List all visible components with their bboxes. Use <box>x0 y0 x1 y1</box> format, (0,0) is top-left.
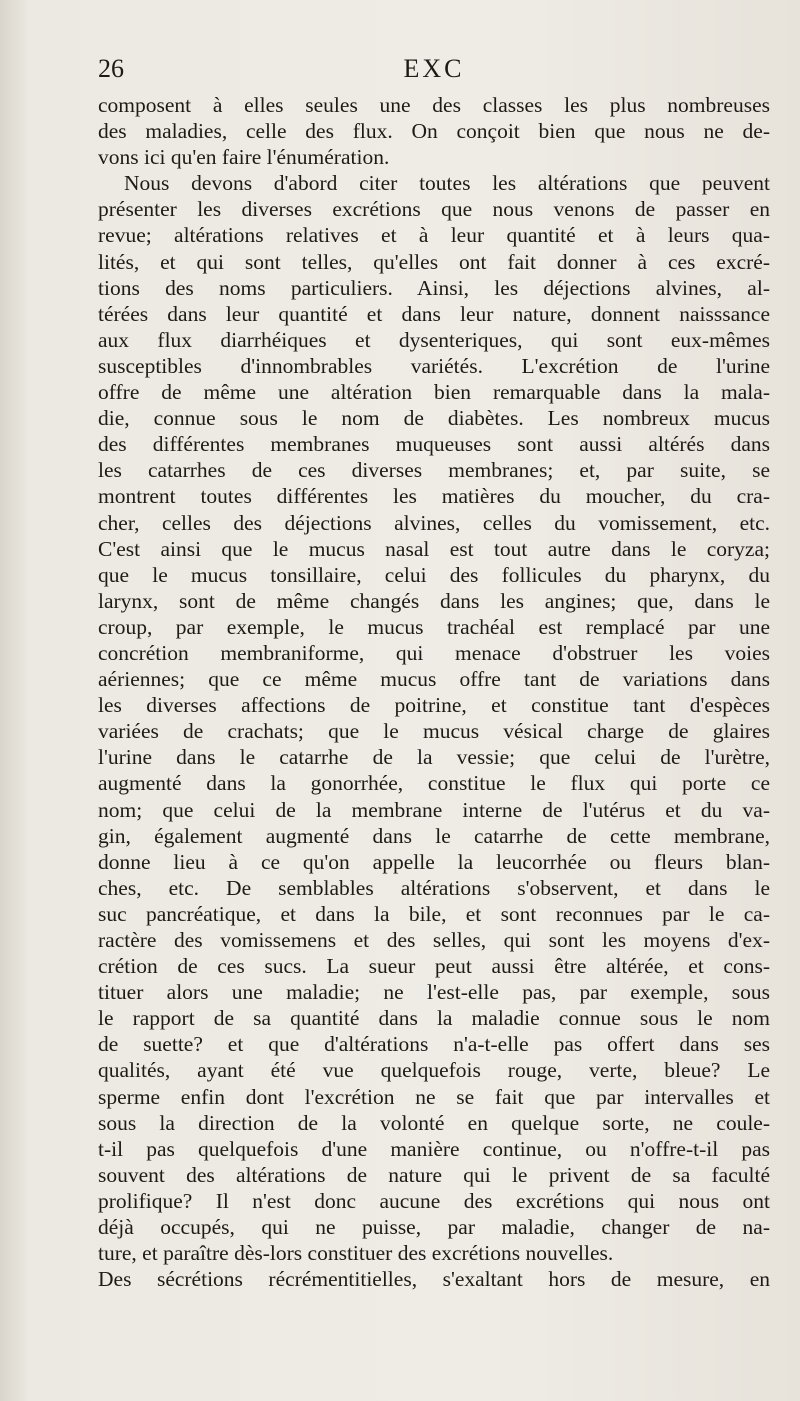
text-line: montrent toutes différentes les matières du moucher, du cra- <box>98 484 770 509</box>
text-line: larynx, sont de même changés dans les angines; que, dans le <box>98 588 770 613</box>
text-line: donne lieu à ce qu'on appelle la leucorrhée ou fleurs blan- <box>98 849 770 874</box>
text-line: déjà occupés, qui ne puisse, par maladie, changer de na- <box>98 1215 770 1240</box>
text-line: croup, par exemple, le mucus trachéal est remplacé par une <box>98 614 770 639</box>
text-line: que le mucus tonsillaire, celui des follicules du pharynx, du <box>98 562 770 587</box>
text-line: cher, celles des déjections alvines, celles du vomissement, etc. <box>98 510 770 535</box>
text-line: ture, et paraître dès-lors constituer des excrétions nouvelles. <box>98 1241 614 1266</box>
text-line: le rapport de sa quantité dans la maladie connue sous le nom <box>98 1006 770 1031</box>
text-line: l'urine dans le catarrhe de la vessie; que celui de l'urètre, <box>98 745 770 770</box>
text-line: lités, et qui sont telles, qu'elles ont fait donner à ces excré- <box>98 249 770 274</box>
text-line: augmenté dans la gonorrhée, constitue le flux qui porte ce <box>98 771 770 796</box>
text-line: sous la direction de la volonté en quelque sorte, ne coule- <box>98 1110 770 1135</box>
page-number: 26 <box>98 54 124 83</box>
text-line: die, connue sous le nom de diabètes. Les nombreux mucus <box>98 406 770 431</box>
body-text <box>98 92 770 1292</box>
text-line: tions des noms particuliers. Ainsi, les déjections alvines, al- <box>98 275 770 300</box>
text-line: des différentes membranes muqueuses sont aussi altérés dans <box>98 432 770 457</box>
text-line: sperme enfin dont l'excrétion ne se fait que par intervalles et <box>98 1084 770 1109</box>
text-line: gin, également augmenté dans le catarrhe de cette membrane, <box>98 823 770 848</box>
running-head: EXC <box>403 54 465 83</box>
text-line: variées de crachats; que le mucus vésical charge de glaires <box>98 719 770 744</box>
text-line: souvent des altérations de nature qui le privent de sa faculté <box>98 1162 770 1187</box>
text-line: tituer alors une maladie; ne l'est-elle pas, par exemple, sous <box>98 980 770 1005</box>
text-line: térées dans leur quantité et dans leur nature, donnent naisssance <box>98 301 770 326</box>
text-line: revue; altérations relatives et à leur quantité et à leurs qua- <box>98 223 770 248</box>
text-line: nom; que celui de la membrane interne de l'utérus et du va- <box>98 797 770 822</box>
page-header <box>98 54 770 94</box>
text-line: susceptibles d'innombrables variétés. L'excrétion de l'urine <box>98 353 770 378</box>
text-line: composent à elles seules une des classes les plus nombreuses <box>98 93 770 117</box>
text-line: aux flux diarrhéiques et dysenteriques, qui sont eux-mêmes <box>98 327 770 352</box>
text-line: vons ici qu'en faire l'énumération. <box>98 145 390 170</box>
text-line: aériennes; que ce même mucus offre tant de variations dans <box>98 667 770 692</box>
text-line: t-il pas quelquefois d'une manière continue, ou n'offre-t-il pas <box>98 1136 770 1161</box>
text-line: crétion de ces sucs. La sueur peut aussi être altérée, et cons- <box>98 954 770 979</box>
text-line: présenter les diverses excrétions que nous venons de passer en <box>98 197 770 222</box>
text-line: offre de même une altération bien remarquable dans la mala- <box>98 380 770 405</box>
text-line: ractère des vomissemens et des selles, qui sont les moyens d'ex- <box>98 928 770 952</box>
text-line: suc pancréatique, et dans la bile, et sont reconnues par le ca- <box>98 901 770 926</box>
text-line: concrétion membraniforme, qui menace d'obstruer les voies <box>98 640 770 665</box>
text-line: de suette? et que d'altérations n'a-t-elle pas offert dans ses <box>98 1032 770 1057</box>
text-line: C'est ainsi que le mucus nasal est tout autre dans le coryza; <box>98 536 770 561</box>
text-line: les diverses affections de poitrine, et constitue tant d'espèces <box>98 693 770 718</box>
text-line: des maladies, celle des flux. On conçoit bien que nous ne de- <box>98 119 770 144</box>
text-line: ches, etc. De semblables altérations s'observent, et dans le <box>98 875 770 900</box>
text-line: Des sécrétions récrémentitielles, s'exaltant hors de mesure, en <box>98 1267 770 1292</box>
text-line: prolifique? Il n'est donc aucune des excrétions qui nous ont <box>98 1188 770 1213</box>
text-line: les catarrhes de ces diverses membranes; et, par suite, se <box>98 458 770 483</box>
text-line: Nous devons d'abord citer toutes les altérations que peuvent <box>124 171 770 196</box>
text-line: qualités, ayant été vue quelquefois rouge, verte, bleue? Le <box>98 1058 770 1083</box>
